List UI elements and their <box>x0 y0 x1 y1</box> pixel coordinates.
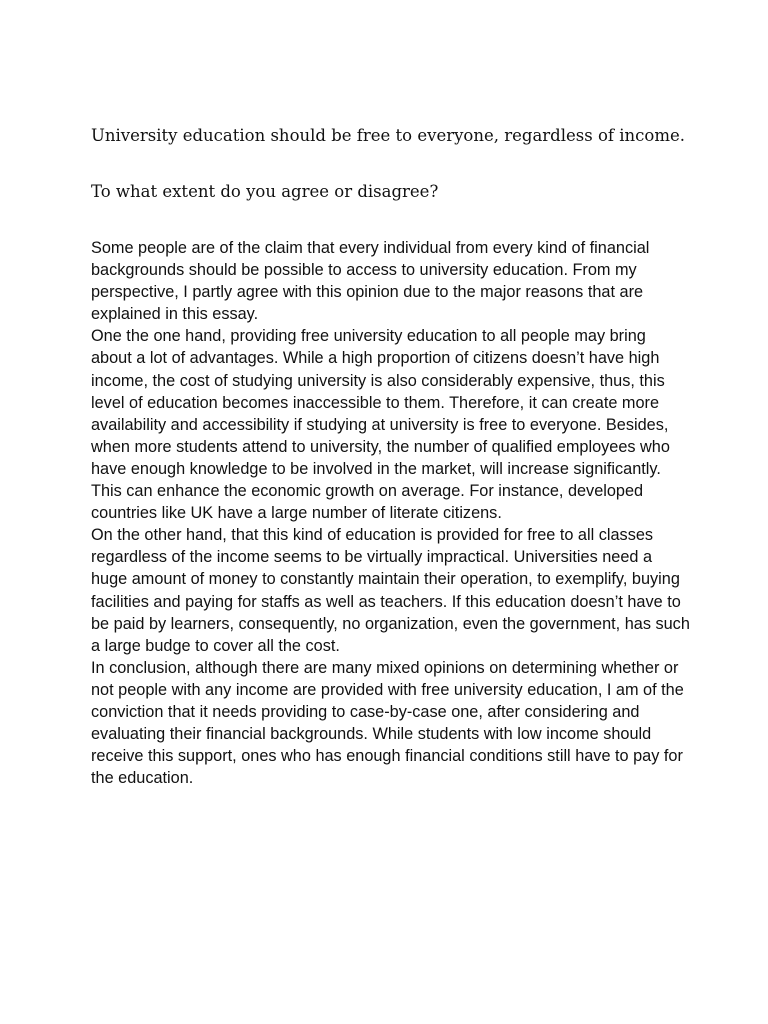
paragraph-disadvantages: On the other hand, that this kind of education is provided for free to all classes regardless of the income seems to be virtually impractical. Universities need a huge amount of money to constantly maintain their operation, to exemplify, buying facilities and paying for staffs as well as teachers. If this education doesn’t have to be paid by learners, consequently, no organization, even the government, has such a large budge to cover all the cost. <box>91 526 690 655</box>
paragraph-introduction: Some people are of the claim that every individual from every kind of financial backgrounds should be possible to access to university education. From my perspective, I partly agree with this opinion due to the major reasons that are explained in this essay. <box>91 239 650 324</box>
paragraph-advantages: One the one hand, providing free university education to all people may bring about a lot of advantages. While a high proportion of citizens doesn’t have high income, the cost of studying university is also considerably expensive, thus, this level of education becomes inaccessible to them. Therefore, it can create more availability and accessibility if studying at university is free to everyone. Besides, when more students attend to university, the number of qualified employees who have enough knowledge to be involved in the market, will increase significantly. This can enhance the economic growth on average. For instance, developed countries like UK have a large number of literate citizens. <box>91 327 670 523</box>
essay-prompt: University education should be free to everyone, regardless of income. <box>91 126 685 145</box>
paragraph-conclusion: In conclusion, although there are many mixed opinions on determining whether or not people with any income are provided with free university education, I am of the conviction that it needs providing to case-by-case one, after considering and evaluating their financial backgrounds. While students with low income should receive this support, ones who has enough financial conditions still have to pay for the education. <box>91 658 684 788</box>
essay-body <box>91 237 691 789</box>
essay-question: To what extent do you agree or disagree? <box>91 182 439 201</box>
